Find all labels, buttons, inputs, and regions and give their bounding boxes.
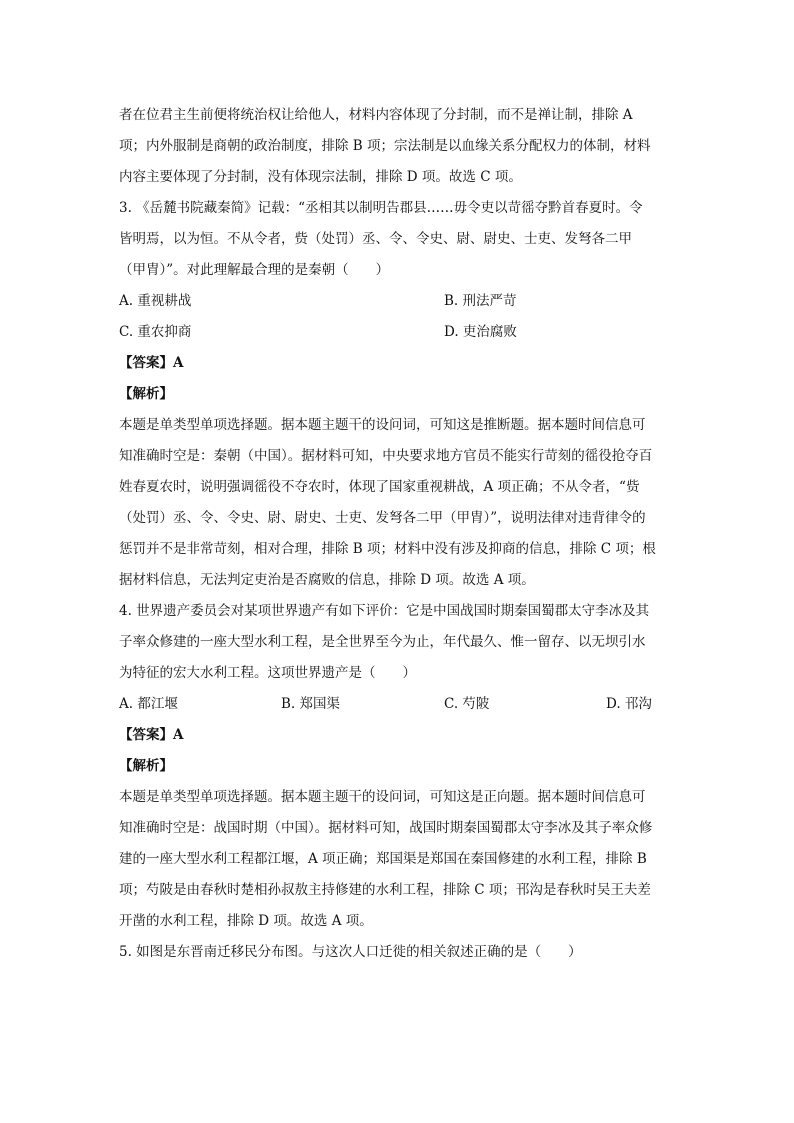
option-b: B. 刑法严苛 xyxy=(444,293,517,309)
analysis-line: 本题是单类型单项选择题。据本题主题干的设问词，可知这是正向题。据本题时间信息可 xyxy=(119,789,646,805)
text-line: 者在位君主生前便将统治权让给他人，材料内容体现了分封制，而不是禅让制，排除 A xyxy=(119,107,633,123)
analysis-line: 知准确时空是：秦朝（中国）。据材料可知，中央要求地方官员不能实行苛刻的徭役抢夺百 xyxy=(119,448,653,464)
text-line: 内容主要体现了分封制，没有体现宗法制，排除 D 项。故选 C 项。 xyxy=(119,169,522,185)
analysis-line: 据材料信息，无法判定吏治是否腐败的信息，排除 D 项。故选 A 项。 xyxy=(119,572,535,588)
option-a: A. 都江堰 xyxy=(119,696,178,712)
question-stem-line: （甲胄）”。对此理解最合理的是秦朝（ ） xyxy=(119,262,390,278)
answer-label: 【答案】A xyxy=(119,727,184,743)
document-content xyxy=(119,100,679,968)
question-stem-line: 子率众修建的一座大型水利工程，是全世界至今为止，年代最久、惟一留存、以无坝引水 xyxy=(119,634,646,650)
analysis-line: （处罚）丞、令、令史、尉、尉史、士吏、发弩各二甲（甲胄）”，说明法律对违背律令的 xyxy=(119,510,646,526)
question-stem-line: 5. 如图是东晋南迁移民分布图。与这次人口迁徙的相关叙述正确的是（ ） xyxy=(119,944,582,960)
question-stem-line: 皆明焉，以为恒。不从令者，赀（处罚）丞、令、令史、尉、尉史、士吏、发弩各二甲 xyxy=(119,231,632,247)
options-row xyxy=(119,286,679,317)
option-b: B. 郑国渠 xyxy=(281,696,341,712)
options-row xyxy=(119,689,679,720)
text-line: 项；内外服制是商朝的政治制度，排除 B 项；宗法制是以血缘关系分配权力的体制，材料 xyxy=(119,138,651,154)
answer-label: 【答案】A xyxy=(119,355,184,371)
intro-analysis xyxy=(119,100,679,193)
option-a: A. 重视耕战 xyxy=(119,293,192,309)
option-d: D. 邗沟 xyxy=(606,696,652,712)
question-5 xyxy=(119,937,679,968)
question-4 xyxy=(119,596,679,937)
option-c: C. 重农抑商 xyxy=(119,324,192,340)
analysis-line: 本题是单类型单项选择题。据本题主题干的设问词，可知这是推断题。据本题时间信息可 xyxy=(119,417,646,433)
analysis-label: 【解析】 xyxy=(119,758,173,774)
question-3 xyxy=(119,193,679,596)
analysis-line: 开凿的水利工程，排除 D 项。故选 A 项。 xyxy=(119,913,373,929)
analysis-label: 【解析】 xyxy=(119,386,173,402)
analysis-line: 惩罚并不是非常苛刻，相对合理，排除 B 项；材料中没有涉及抑商的信息，排除 C 项；根 xyxy=(119,541,656,557)
analysis-line: 姓春夏农时，说明强调徭役不夺农时，体现了国家重视耕战，A 项正确；不从令者，“赀 xyxy=(119,479,640,495)
analysis-line: 知准确时空是：战国时期（中国）。据材料可知，战国时期秦国蜀郡太守李冰及其子率众修 xyxy=(119,820,653,836)
option-d: D. 吏治腐败 xyxy=(444,324,517,340)
analysis-line: 建的一座大型水利工程都江堰，A 项正确；郑国渠是郑国在秦国修建的水利工程，排除 B xyxy=(119,851,647,867)
question-stem-line: 为特征的宏大水利工程。这项世界遗产是（ ） xyxy=(119,665,416,681)
analysis-line: 项；芍陂是由春秋时楚相孙叔敖主持修建的水利工程，排除 C 项；邗沟是春秋时吴王夫差 xyxy=(119,882,651,898)
options-row xyxy=(119,317,679,348)
question-stem-line: 3. 《岳麓书院藏秦简》记载：“丞相其以制明告郡县……毋令吏以苛徭夺黔首春夏时。令 xyxy=(119,200,643,216)
option-c: C. 芍陂 xyxy=(444,696,490,712)
question-stem-line: 4. 世界遗产委员会对某项世界遗产有如下评价：它是中国战国时期秦国蜀郡太守李冰及其 xyxy=(119,603,650,619)
